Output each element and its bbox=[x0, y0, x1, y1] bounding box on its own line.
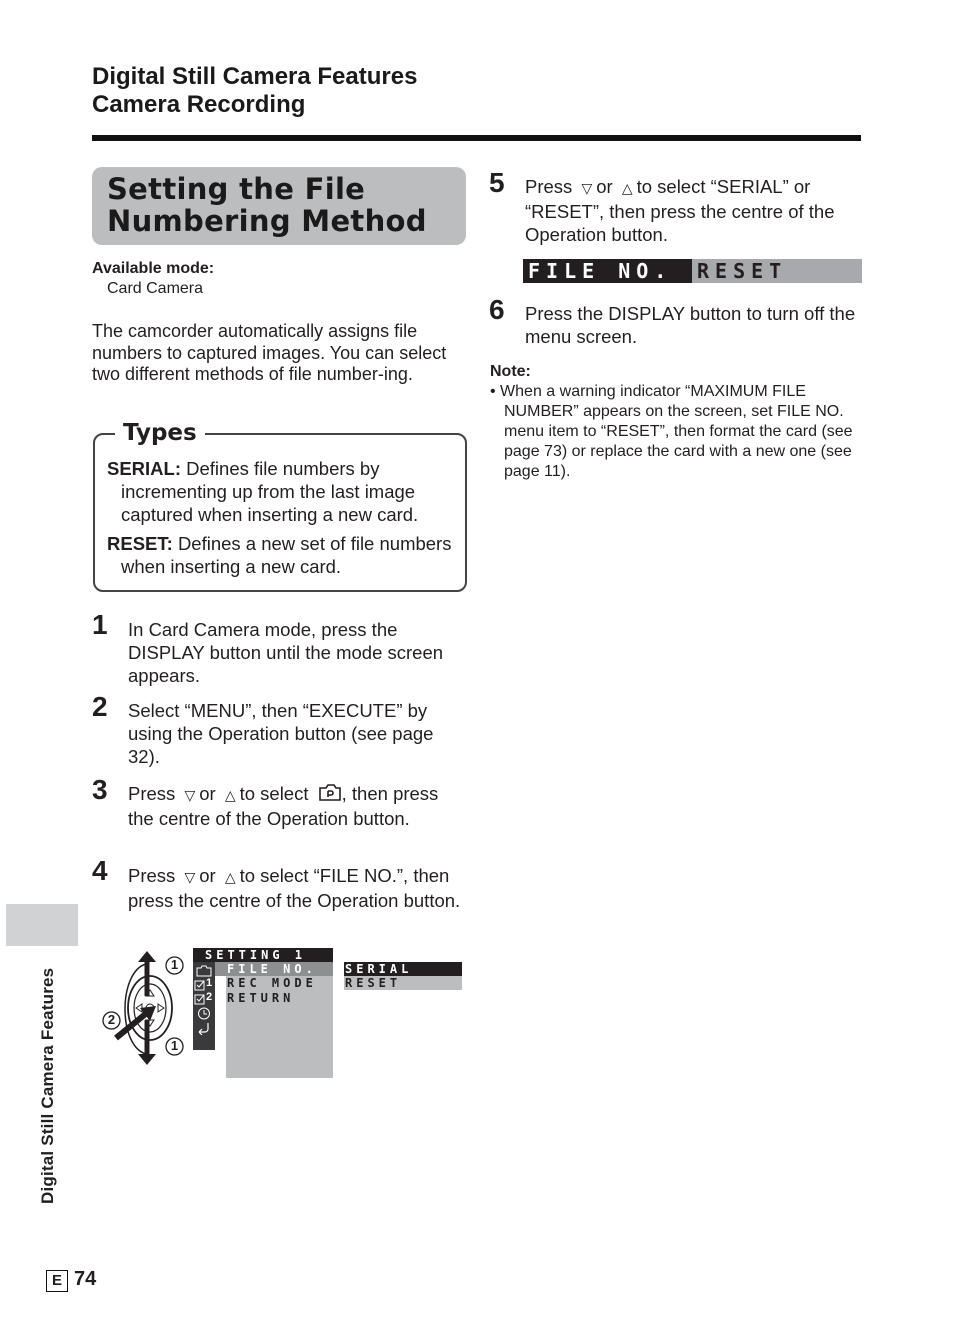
available-mode-label: Available mode: bbox=[92, 260, 215, 277]
card-camera-icon bbox=[318, 783, 342, 802]
lcd-file-no-bg bbox=[523, 259, 692, 283]
menu-icon-column bbox=[193, 962, 215, 1050]
note-text: • When a warning indicator “MAXIMUM FILE NUMBER” appears on the screen, set FILE NO. menu item to “RESET”, then format the card (see page 73) or replace the card with a new one (see page 11). bbox=[490, 383, 853, 480]
step-1-number: 1 bbox=[92, 609, 108, 640]
step-4-number: 4 bbox=[92, 855, 108, 886]
callout-1-top bbox=[165, 956, 184, 980]
menu-option-serial[interactable]: SERIAL bbox=[345, 962, 413, 976]
type-reset-term: RESET: bbox=[107, 533, 173, 554]
step-5-rest: to select “SERIAL” or “RESET”, then press the centre of the Operation button. bbox=[525, 176, 835, 245]
type-reset-desc: Defines a new set of file numbers when inserting a new card. bbox=[121, 533, 452, 577]
page-title-line1: Setting the File bbox=[107, 172, 366, 206]
step-6-text: Press the DISPLAY button to turn off the menu screen. bbox=[525, 303, 856, 347]
step-5-or: or bbox=[596, 176, 613, 197]
triangle-down-icon: ▽ bbox=[184, 787, 196, 803]
callout-2 bbox=[102, 1011, 121, 1035]
step-5-text bbox=[525, 175, 865, 246]
step-5-number: 5 bbox=[489, 167, 505, 198]
available-mode-value: Card Camera bbox=[107, 280, 204, 297]
menu-icon-2-label: 2 bbox=[206, 991, 213, 1003]
step-3-to-select: to select bbox=[239, 783, 309, 804]
step-5-press: Press bbox=[525, 176, 573, 197]
page-title bbox=[107, 173, 427, 237]
step-3-press: Press bbox=[128, 783, 176, 804]
type-serial-term: SERIAL: bbox=[107, 458, 181, 479]
step-3-or: or bbox=[199, 783, 216, 804]
step-4-text bbox=[128, 864, 468, 912]
menu-title-bar bbox=[193, 948, 333, 962]
triangle-down-icon: ▽ bbox=[184, 869, 196, 885]
header-rule bbox=[92, 135, 861, 141]
triangle-up-icon: △ bbox=[621, 180, 633, 196]
section-header-line2: Camera Recording bbox=[92, 91, 306, 118]
checkbox-icon bbox=[194, 993, 206, 1005]
note-label: Note: bbox=[490, 363, 531, 380]
step-3-number: 3 bbox=[92, 774, 108, 805]
section-header bbox=[92, 63, 417, 119]
menu-item-return[interactable]: RETURN bbox=[227, 991, 295, 1005]
page-title-box bbox=[92, 167, 466, 245]
menu-icon-1-label: 1 bbox=[206, 977, 213, 989]
menu-item-rec-mode[interactable]: REC MODE bbox=[227, 976, 317, 990]
step-4-or: or bbox=[199, 865, 216, 886]
menu-option-reset-bg bbox=[344, 976, 462, 990]
lcd-reset: RESET bbox=[697, 259, 788, 283]
type-reset bbox=[107, 532, 471, 578]
callout-2-label: 2 bbox=[107, 1012, 116, 1027]
callout-1-bottom-label: 1 bbox=[170, 1038, 179, 1053]
callout-1-top-label: 1 bbox=[170, 957, 179, 972]
step-6-number: 6 bbox=[489, 294, 505, 325]
checkbox-icon bbox=[194, 979, 206, 991]
menu-option-reset[interactable]: RESET bbox=[345, 976, 402, 990]
step-3-rest: , then press the centre of the Operation button. bbox=[128, 783, 439, 829]
page-number: 74 bbox=[74, 1268, 97, 1290]
type-serial bbox=[107, 457, 471, 526]
menu-option-serial-bg bbox=[344, 962, 462, 976]
language-badge: E bbox=[46, 1270, 68, 1292]
menu-title: SETTING 1 bbox=[205, 948, 307, 962]
card-camera-icon bbox=[196, 965, 212, 977]
page-title-line2: Numbering Method bbox=[107, 204, 427, 238]
lcd-reset-bg bbox=[692, 259, 862, 283]
triangle-up-icon: △ bbox=[224, 787, 236, 803]
step-4-rest: to select “FILE NO.”, then press the centre of the Operation button. bbox=[128, 865, 461, 911]
triangle-up-icon: △ bbox=[224, 869, 236, 885]
side-tab-marker bbox=[6, 904, 78, 946]
step-2-text: Select “MENU”, then “EXECUTE” by using the Operation button (see page 32). bbox=[128, 700, 434, 767]
step-1-text: In Card Camera mode, press the DISPLAY button until the mode screen appears. bbox=[128, 619, 444, 686]
section-header-line1: Digital Still Camera Features bbox=[92, 63, 418, 90]
triangle-down-icon: ▽ bbox=[581, 180, 593, 196]
menu-item-file-no[interactable]: FILE NO. bbox=[227, 962, 317, 976]
type-serial-desc: Defines file numbers by incrementing up from the last image captured when inserting a new card. bbox=[121, 458, 419, 525]
callout-1-bottom bbox=[165, 1037, 184, 1061]
lcd-file-no: FILE NO. bbox=[528, 259, 673, 283]
step-2-number: 2 bbox=[92, 691, 108, 722]
clock-icon bbox=[197, 1007, 211, 1020]
return-icon bbox=[197, 1021, 211, 1035]
step-3-text bbox=[128, 782, 463, 830]
intro-paragraph: The camcorder automatically assigns file numbers to captured images. You can select two different methods of file number-ing. bbox=[92, 321, 447, 384]
step-4-press: Press bbox=[128, 865, 176, 886]
types-title: Types bbox=[115, 420, 205, 446]
side-section-label: Digital Still Camera Features bbox=[38, 967, 57, 1204]
